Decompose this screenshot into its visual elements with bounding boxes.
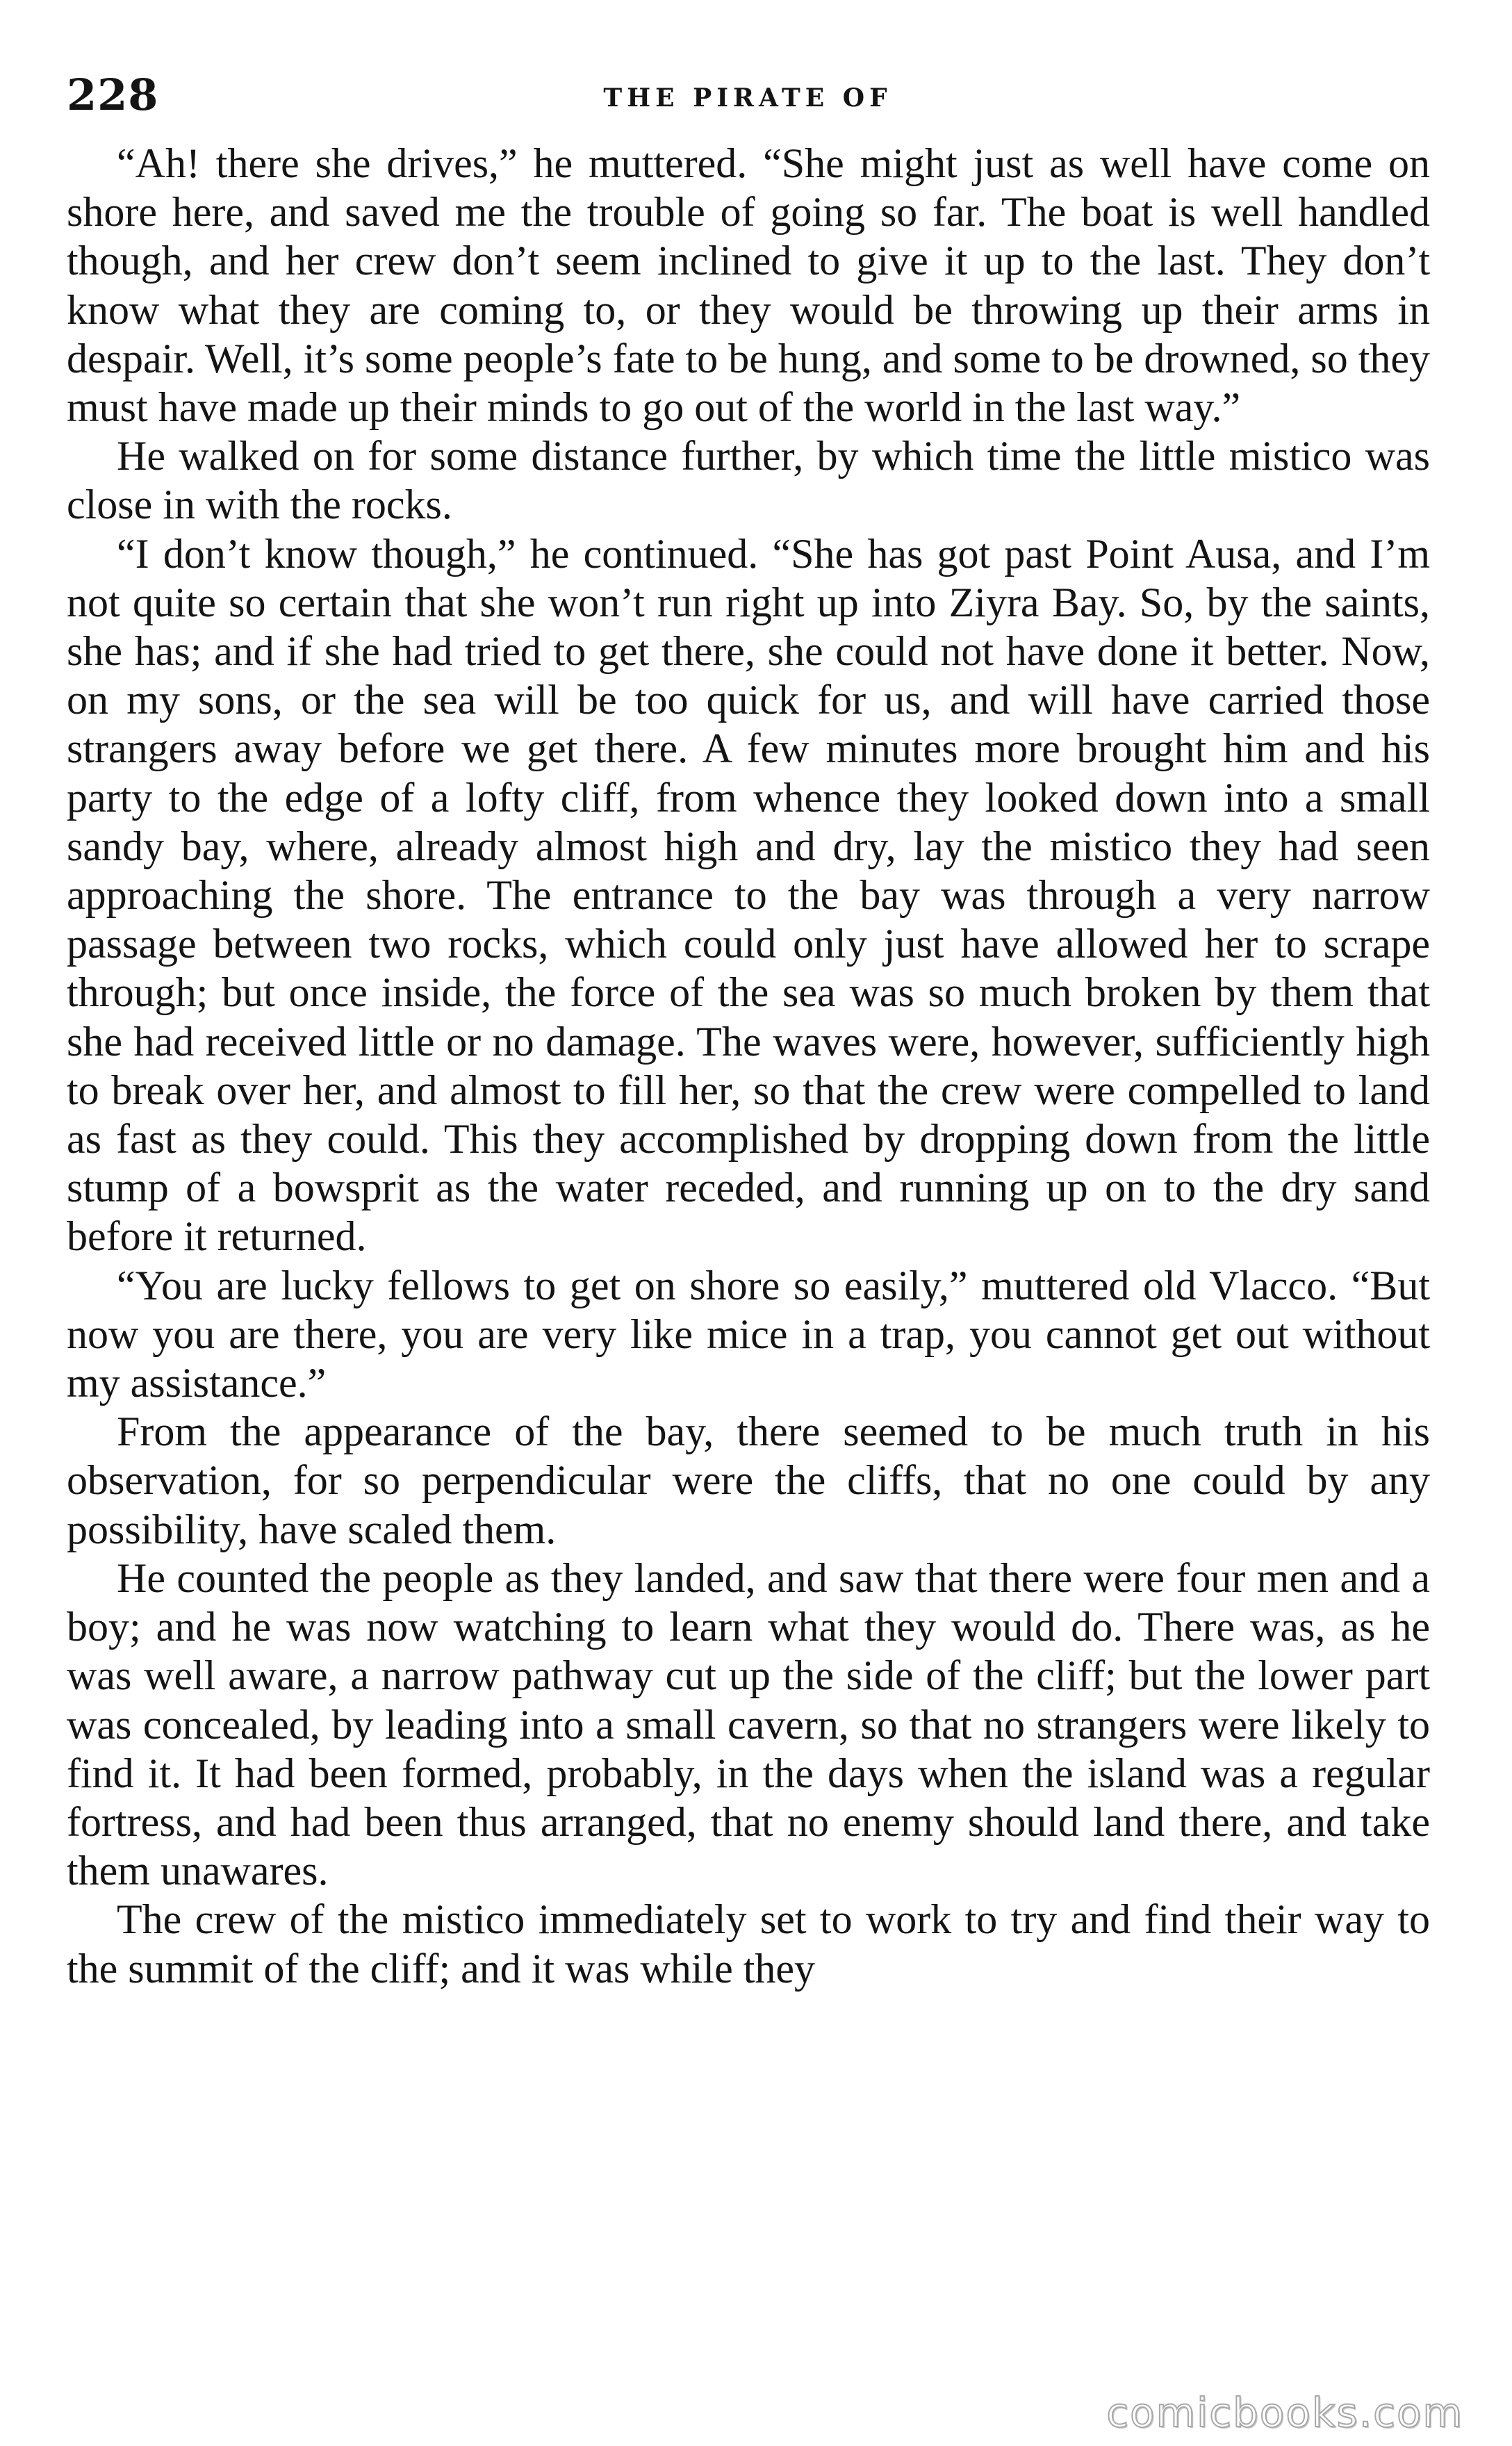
- paragraph: “I don’t know though,” he continued. “She has got past Point Ausa, and I’m not quite so certain that she won’t run right up into Ziyra Bay. So, by the saints, she has; and if she had tried to get there, she could not have done it better. Now, on my sons, or the sea will be too quick for us, and will have carried those strangers away before we get there. A few minutes more brought him and his party to the edge of a lofty cliff, from whence they looked down into a small sandy bay, where, already almost high and dry, lay the mistico they had seen approaching the shore. The entrance to the bay was through a very narrow passage between two rocks, which could only just have allowed her to scrape through; but once inside, the force of the sea was so much broken by them that she had received little or no damage. The waves were, however, sufficiently high to break over her, and almost to fill her, so that the crew were compelled to land as fast as they could. This they accomplished by dropping down from the little stump of a bowsprit as the water receded, and running up on to the dry sand before it returned.: [67, 530, 1430, 1260]
- body-text: [67, 139, 1430, 1993]
- running-title: THE PIRATE OF: [603, 83, 892, 113]
- paragraph: “You are lucky fellows to get on shore so easily,” muttered old Vlacco. “But now you are there, you are very like mice in a trap, you cannot get out without my assistance.”: [67, 1262, 1430, 1406]
- page-header: [67, 64, 1429, 126]
- paragraph: From the appearance of the bay, there seemed to be much truth in his observation, for so perpendicular were the cliffs, that no one could by any possibility, have scaled them.: [67, 1409, 1430, 1552]
- page-number: 228: [67, 69, 159, 120]
- paragraph: “Ah! there she drives,” he muttered. “She might just as well have come on shore here, and saved me the trouble of going so far. The boat is well handled though, and her crew don’t seem inclined to give it up to the last. They don’t know what they are coming to, or they would be throwing up their arms in despair. Well, it’s some people’s fate to be hung, and some to be drowned, so they must have made up their minds to go out of the world in the last way.”: [67, 140, 1431, 431]
- paragraph: He counted the people as they landed, and saw that there were four men and a boy; and he was now watching to learn what they would do. There was, as he was well aware, a narrow pathway cut up the side of the cliff; but the lower part was concealed, by leading into a small cavern, so that no strangers were likely to find it. It had been formed, probably, in the days when the island was a regular fortress, and had been thus arranged, that no enemy should land there, and take them unawares.: [67, 1554, 1430, 1894]
- watermark: comicbooks.com: [1106, 2389, 1463, 2436]
- paragraph: He walked on for some distance further, by which time the little mistico was close in with the rocks.: [67, 433, 1430, 528]
- paragraph: The crew of the mistico immediately set to work to try and find their way to the summit of the cliff; and it was while they: [67, 1896, 1430, 1992]
